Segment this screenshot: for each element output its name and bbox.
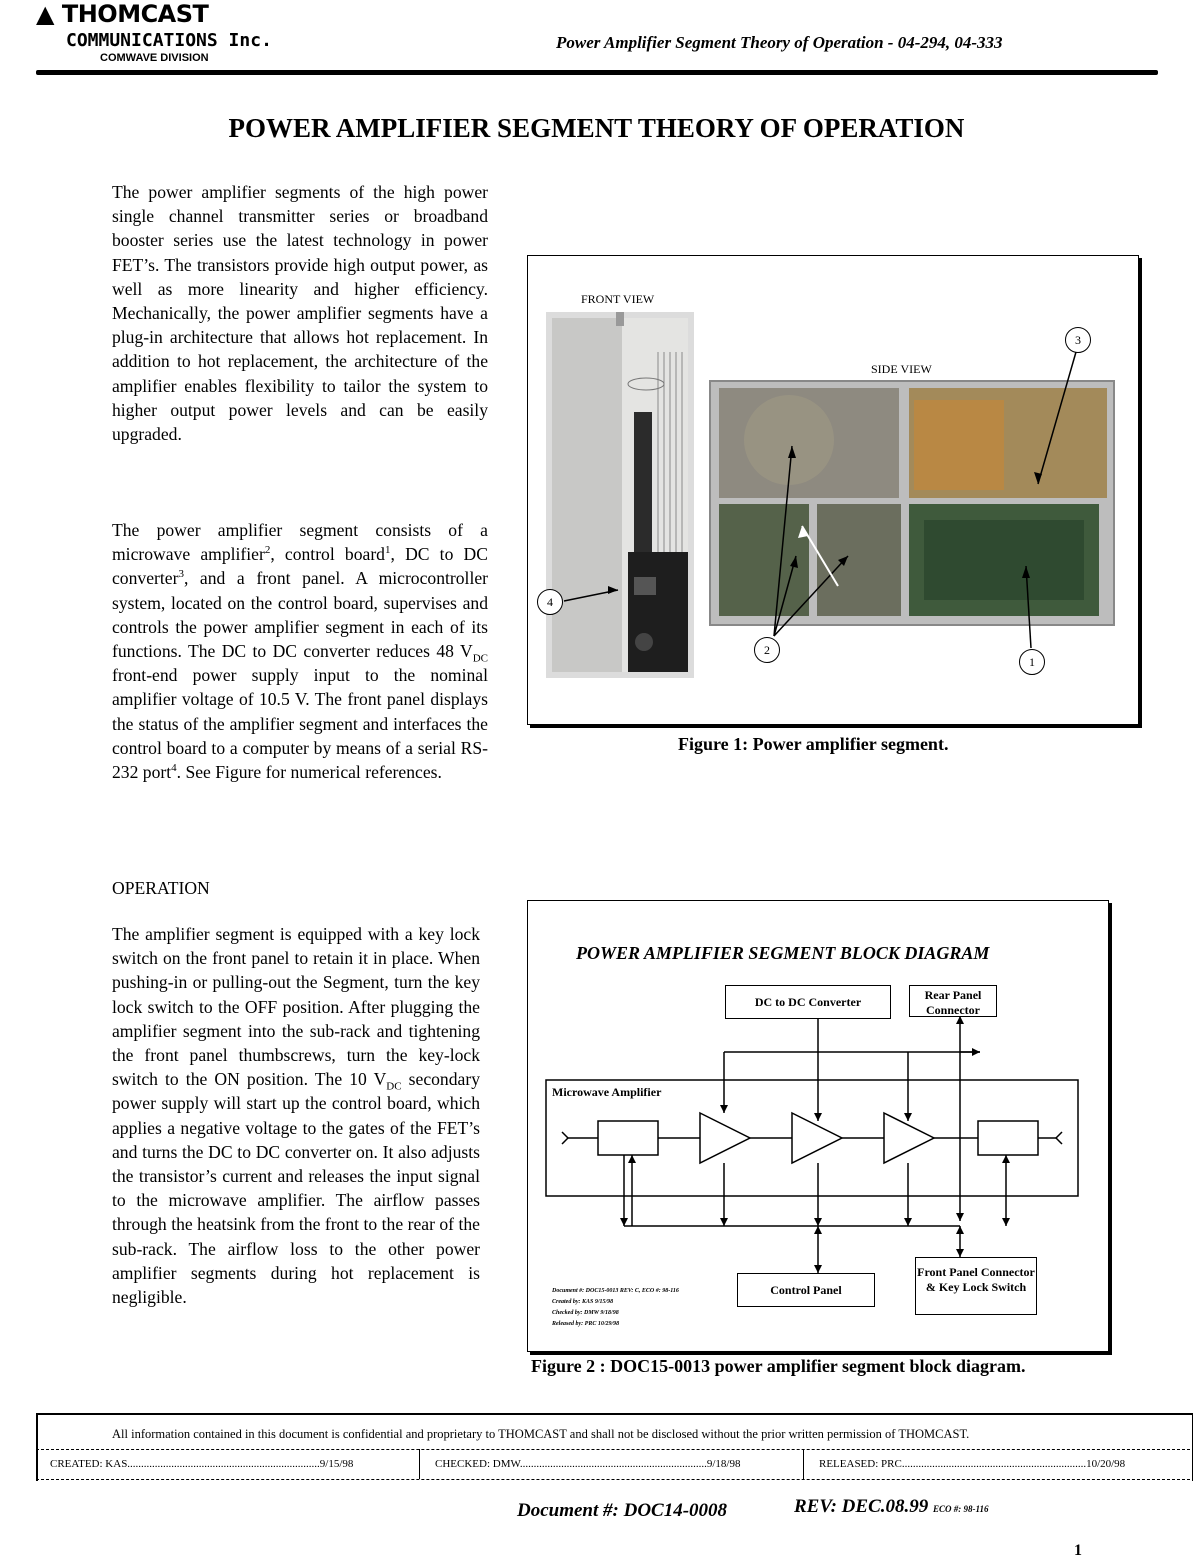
logo-division: COMWAVE DIVISION: [100, 52, 209, 64]
microwave-amplifier-label: Microwave Amplifier: [552, 1085, 662, 1099]
figure-2-frame: [527, 900, 1109, 1352]
released-by: RELEASED: PRC...................................................................10/20/98: [819, 1458, 1126, 1470]
body-paragraph-2: The power amplifier segment consists of a microwave amplifier$^2$, control board$^1$, DC to DC converter$^3$, and a front panel. A microcontroller system, located on the control board, supervises and controls the power amplifier segment in each of its functions. The DC to DC converter reduces 48 $V_{DC}$ front-end power supply input to the nominal amplifier voltage of 10.5 V. The front panel displays the status of the amplifier segment and interfaces the control board to a computer by means of a serial RS-232 port$^4$. See Figure for numerical references.: [112, 520, 488, 783]
footer-cell-divider: [803, 1449, 804, 1479]
front-panel-connector-block: Front Panel Connector & Key Lock Switch: [915, 1257, 1037, 1315]
footer-divider: [36, 1449, 1190, 1450]
logo-line1: THOMCAST: [61, 0, 209, 28]
callout-4: 4: [537, 589, 563, 615]
section-heading-operation: OPERATION: [112, 878, 210, 898]
ref-2: 2: [264, 544, 271, 557]
running-header-title: Power Amplifier Segment Theory of Operation - 04-294, 04-333: [556, 33, 1003, 52]
dc-converter-block: DC to DC Converter: [725, 985, 891, 1019]
page-title: POWER AMPLIFIER SEGMENT THEORY OF OPERATION: [228, 113, 965, 143]
header-rule: [36, 70, 1158, 75]
paragraph-1-text: The power amplifier segments of the high power single channel transmitter series or broadband booster series use the latest technology in power FET’s. The transistors provide high output power, as well as more linearity and higher efficiency. Mechanically, the power amplifier segments have a plug-in architecture that allows hot replacement. In addition to hot replacement, the architecture of the amplifier enables flexibility to tailor the system to higher output power levels and can be easily upgraded.: [112, 182, 488, 445]
body-paragraph-1: [112, 180, 488, 446]
eco-number: ECO #: 98-116: [933, 1504, 989, 1514]
footer-bottom-rule: [36, 1479, 1190, 1480]
confidentiality-notice: All information contained in this document is confidential and proprietary to THOMCAST and shall not be disclosed without the prior written permission of THOMCAST.: [112, 1427, 970, 1441]
footer-box: [36, 1413, 1193, 1481]
footer-cell-divider: [419, 1449, 420, 1479]
company-logo-name: [36, 0, 208, 28]
checked-by: CHECKED: DMW....................................................................9/18/98: [435, 1458, 741, 1470]
block-diagram-title: POWER AMPLIFIER SEGMENT BLOCK DIAGRAM: [576, 943, 990, 963]
ref-1: 1: [384, 544, 391, 557]
page-number: 1: [1074, 1542, 1082, 1559]
ref-4: 4: [171, 762, 177, 775]
rear-panel-connector-block: Rear Panel Connector: [909, 985, 997, 1017]
side-view-label: SIDE VIEW: [871, 362, 932, 376]
callout-arrows: [528, 256, 1138, 724]
figure-2-caption: Figure 2 : DOC15-0013 power amplifier segment block diagram.: [531, 1356, 1026, 1376]
figure-1-caption: Figure 1: Power amplifier segment.: [678, 734, 949, 754]
document-number: Document #: DOC14-0008: [517, 1500, 728, 1521]
front-view-label: FRONT VIEW: [581, 292, 655, 306]
block-diagram-doc-info: Document #: DOC15-0013 REV: C, ECO #: 98-116 Created by: KAS 9/15/98 Checked by: DMW 9/18/98 Released by: PRC 10/29/98: [552, 1288, 679, 1327]
logo-icon: ▲: [36, 0, 54, 28]
figure-1-frame: [527, 255, 1139, 725]
created-by: CREATED: KAS......................................................................9/15/98: [50, 1458, 354, 1470]
body-paragraph-3: The amplifier segment is equipped with a key lock switch on the front panel to retain it in place. When pushing-in or pulling-out the Segment, turn the key lock switch to the OFF position. After plugging the amplifier segment into the sub-rack and tightening the front panel thumbscrews, turn the key-lock switch to the ON position. The 10 $V_{DC}$ secondary power supply will start up the control board, which applies a negative voltage to the gates of the FET’s and turns the DC to DC converter on. It also adjusts the transistor’s current and releases the input signal to the microwave amplifier. The airflow passes through the heatsink from the front to the rear of the sub-rack. The airflow loss to the other power amplifier segments during hot replacement is negligible.: [112, 924, 480, 1308]
control-panel-block: Control Panel: [737, 1273, 875, 1307]
callout-1: 1: [1019, 649, 1045, 675]
callout-2: 2: [754, 637, 780, 663]
ref-3: 3: [178, 568, 184, 581]
revision: REV: DEC.08.99 ECO #: 98-116: [794, 1496, 989, 1517]
callout-3: 3: [1065, 327, 1091, 353]
logo-line2: COMMUNICATIONS Inc.: [66, 30, 272, 51]
